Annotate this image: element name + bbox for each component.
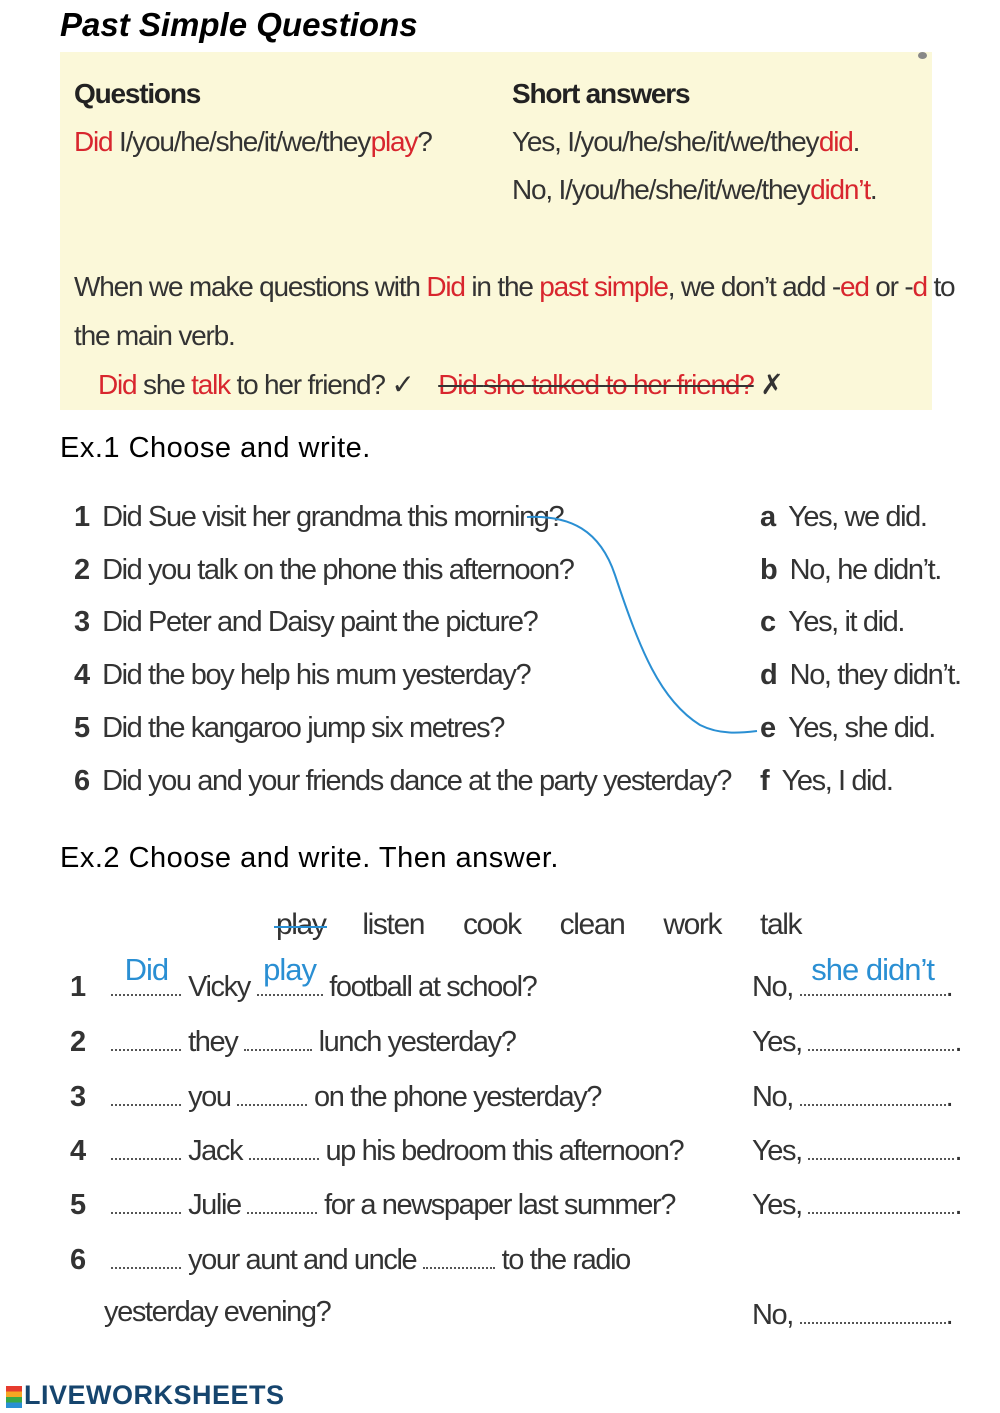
- word-bank-item: cook: [462, 908, 521, 941]
- filled-answer: play: [263, 952, 316, 988]
- rule-text: , we don’t add -: [667, 271, 840, 302]
- answer-blank[interactable]: [257, 952, 323, 996]
- wrong-verb: talked: [531, 369, 599, 400]
- response-word: Yes,: [752, 1189, 802, 1222]
- check-icon: ✓: [391, 369, 414, 400]
- example-rest: to her friend?: [236, 369, 385, 400]
- question-number: 1: [74, 501, 89, 533]
- yes-did: did: [818, 126, 853, 157]
- wrong-subject: she: [483, 369, 525, 400]
- row-text: football at school?: [329, 971, 537, 1004]
- ex2-row: [70, 1186, 675, 1222]
- row-text: on the phone yesterday?: [313, 1081, 602, 1114]
- row-word: your aunt and uncle: [188, 1244, 417, 1277]
- answer-letter: b: [760, 554, 777, 586]
- response-blank[interactable]: [808, 1132, 954, 1160]
- wrong-rest: to her friend?: [605, 369, 754, 400]
- response-word: No,: [752, 1299, 793, 1332]
- liveworksheets-logo[interactable]: [6, 1380, 285, 1411]
- answer-blank[interactable]: [111, 1132, 181, 1160]
- response-blank[interactable]: [800, 1078, 946, 1106]
- word-bank-item: clean: [559, 908, 625, 941]
- word-bank-item: talk: [760, 908, 802, 941]
- answer-blank[interactable]: [111, 952, 181, 996]
- row-word: you: [188, 1081, 231, 1114]
- word-bank: [276, 908, 801, 942]
- example-subject: she: [143, 369, 185, 400]
- question-text: Did Peter and Daisy paint the picture?: [102, 606, 538, 638]
- answer-blank[interactable]: [423, 1241, 495, 1269]
- rule-ed: ed: [839, 271, 869, 302]
- response-end: .: [945, 971, 953, 1004]
- cross-icon: ✗: [760, 369, 783, 400]
- match-line: [527, 517, 757, 733]
- ex2-response: [752, 1132, 961, 1168]
- answer-blank[interactable]: [111, 1023, 181, 1051]
- question-mark: ?: [417, 126, 432, 157]
- ex2-row: [70, 952, 537, 1004]
- row-word: they: [188, 1026, 238, 1059]
- row-word: Vicky: [188, 971, 250, 1004]
- response-blank[interactable]: [800, 1296, 946, 1324]
- ex2-response: [752, 1186, 961, 1222]
- rule-d: d: [912, 271, 927, 302]
- row-number: 1: [70, 971, 85, 1004]
- row-number: 5: [70, 1189, 85, 1222]
- question-text: Did Sue visit her grandma this morning?: [102, 501, 564, 533]
- response-blank[interactable]: [808, 1023, 954, 1051]
- answer-text: No, he didn’t.: [789, 554, 941, 586]
- row-number: 4: [70, 1135, 85, 1168]
- answer-letter: c: [760, 606, 775, 638]
- verb-word: play: [370, 126, 418, 157]
- rule-did: Did: [426, 271, 465, 302]
- response-end: .: [945, 1299, 953, 1332]
- row-number: 3: [70, 1081, 85, 1114]
- answer-text: Yes, she did.: [788, 712, 935, 744]
- answer-blank[interactable]: [237, 1078, 307, 1106]
- response-word: Yes,: [752, 1135, 802, 1168]
- question-number: 6: [74, 765, 89, 797]
- question-text: Did the kangaroo jump six metres?: [102, 712, 504, 744]
- row-number: 6: [70, 1244, 85, 1277]
- filled-answer: she didn’t: [811, 952, 934, 988]
- example-verb: talk: [191, 369, 230, 400]
- answer-text: Yes, it did.: [788, 606, 904, 638]
- answer-text: Yes, I did.: [781, 765, 893, 797]
- did-word: Did: [74, 126, 113, 157]
- page-title: Past Simple Questions: [60, 6, 418, 43]
- answer-blank[interactable]: [111, 1241, 181, 1269]
- answer-letter: f: [760, 765, 769, 797]
- logo-text: LIVEWORKSHEETS: [24, 1380, 285, 1410]
- ex2-response: [752, 1023, 961, 1059]
- ex2-response: [752, 952, 953, 1004]
- response-blank[interactable]: [800, 952, 946, 996]
- response-word: No,: [752, 1081, 793, 1114]
- subjects: I/you/he/she/it/we/they: [119, 126, 371, 157]
- answer-text: No, they didn’t.: [789, 659, 961, 691]
- answer-blank[interactable]: [111, 1078, 181, 1106]
- ex2-response: [752, 1296, 952, 1332]
- answer-blank[interactable]: [247, 1186, 317, 1214]
- rule-past-simple: past simple: [539, 271, 668, 302]
- no-prefix: No, I/you/he/she/it/we/they: [512, 174, 810, 205]
- ex1-heading: Ex.1 Choose and write.: [60, 432, 371, 464]
- word-bank-item: [276, 908, 325, 942]
- ex2-row: [70, 1241, 630, 1277]
- row-text: lunch yesterday?: [318, 1026, 516, 1059]
- rule-text: in the: [471, 271, 533, 302]
- answer-blank[interactable]: [111, 1186, 181, 1214]
- response-end: .: [954, 1135, 962, 1168]
- ex2-row: [70, 1023, 515, 1059]
- ex2-row-continuation: yesterday evening?: [104, 1296, 331, 1328]
- row-text: to the radio: [501, 1244, 630, 1277]
- question-text: Did you talk on the phone this afternoon?: [102, 554, 574, 586]
- response-blank[interactable]: [808, 1186, 954, 1214]
- answer-blank[interactable]: [244, 1023, 312, 1051]
- strike-mark: [274, 926, 327, 928]
- yes-dot: .: [852, 126, 860, 157]
- answer-text: Yes, we did.: [788, 501, 927, 533]
- ex2-row: [70, 1078, 601, 1114]
- ex2-heading: Ex.2 Choose and write. Then answer.: [60, 842, 559, 874]
- questions-header: Questions: [74, 78, 201, 109]
- response-end: .: [945, 1081, 953, 1114]
- response-end: .: [954, 1026, 962, 1059]
- question-text: Did the boy help his mum yesterday?: [102, 659, 531, 691]
- filled-answer: Did: [124, 952, 169, 988]
- ex2-response: [752, 1078, 952, 1114]
- row-text: for a newspaper last summer?: [324, 1189, 675, 1222]
- ex2-row: [70, 1132, 683, 1168]
- question-text: Did you and your friends dance at the party yesterday?: [102, 765, 731, 797]
- no-didnt: didn’t: [810, 174, 870, 205]
- word-bank-item: listen: [362, 908, 425, 941]
- row-word: Julie: [188, 1189, 241, 1222]
- rule-text: When we make questions with: [74, 271, 420, 302]
- logo-mark: [6, 1386, 22, 1408]
- example-did: Did: [98, 369, 137, 400]
- response-end: .: [954, 1189, 962, 1222]
- question-number: 4: [74, 659, 89, 691]
- row-number: 2: [70, 1026, 85, 1059]
- rule-text: to: [933, 271, 955, 302]
- short-answers-header: Short answers: [512, 78, 690, 109]
- answer-letter: e: [760, 712, 775, 744]
- response-word: No,: [752, 971, 793, 1004]
- answer-letter: a: [760, 501, 775, 533]
- question-number: 5: [74, 712, 89, 744]
- question-number: 3: [74, 606, 89, 638]
- word-bank-word: play: [276, 908, 326, 941]
- yes-prefix: Yes, I/you/he/she/it/we/they: [512, 126, 819, 157]
- wrong-did: Did: [438, 369, 477, 400]
- response-word: Yes,: [752, 1026, 802, 1059]
- answer-blank[interactable]: [249, 1132, 319, 1160]
- row-text: up his bedroom this afternoon?: [325, 1135, 684, 1168]
- question-number: 2: [74, 554, 89, 586]
- rule-line-2: the main verb.: [74, 320, 235, 351]
- no-dot: .: [869, 174, 877, 205]
- rule-text: or -: [875, 271, 913, 302]
- answer-letter: d: [760, 659, 777, 691]
- row-word: Jack: [188, 1135, 243, 1168]
- word-bank-item: work: [663, 908, 722, 941]
